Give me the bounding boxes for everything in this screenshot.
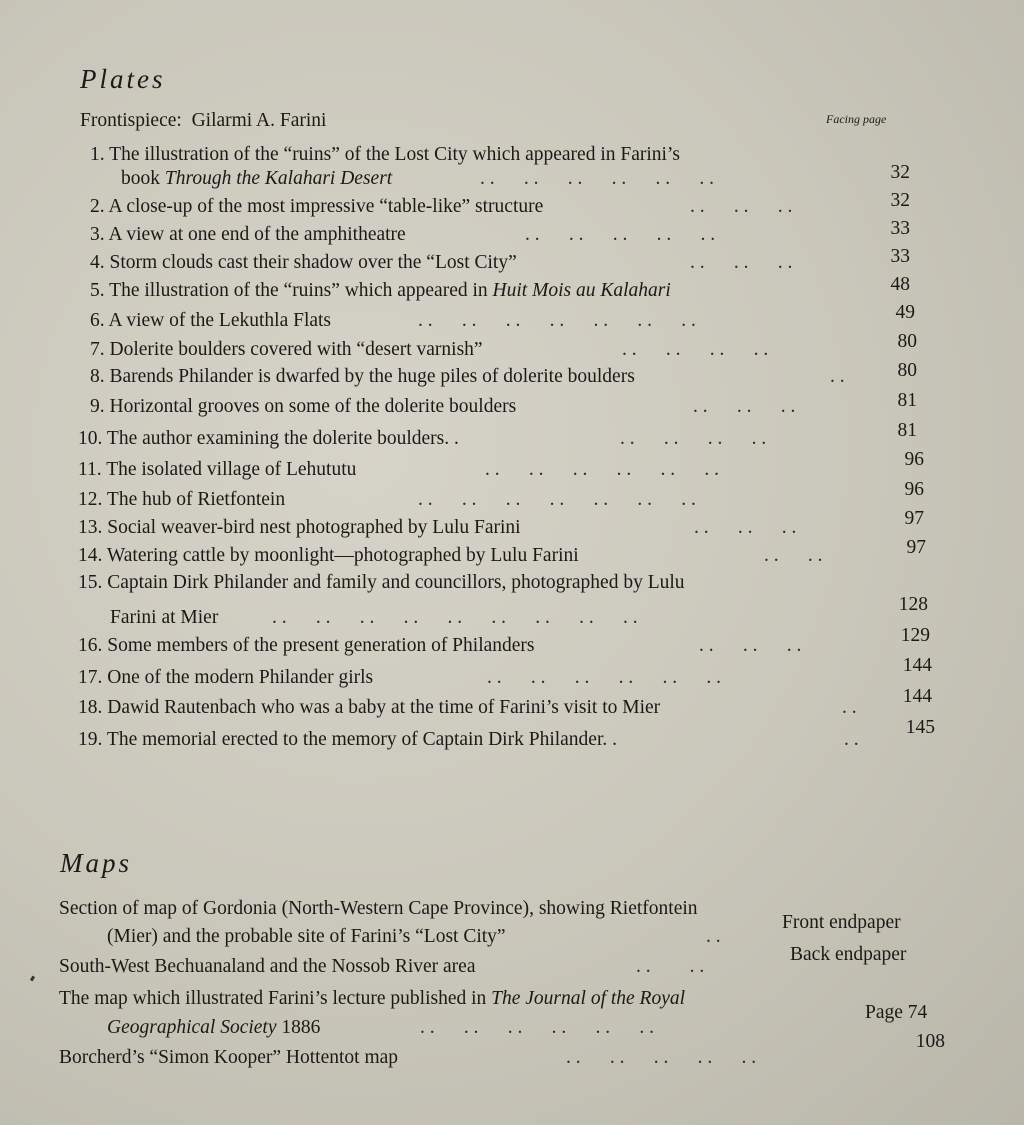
- plate-page: 129: [900, 625, 930, 646]
- plate-number: 6.: [90, 310, 105, 331]
- plate-title: One of the modern Philander girls: [107, 667, 374, 688]
- leader-dots: . .: [844, 729, 859, 750]
- leader-dots: . . . . . . . . . . . . . .: [418, 310, 696, 331]
- plate-title: Barends Philander is dwarfed by the huge piles of dolerite boulders: [109, 366, 635, 387]
- plate-title: Some members of the present generation of Philanders: [107, 635, 535, 656]
- plate-number: 13.: [78, 517, 103, 538]
- plate-title: The illustration of the “ruins” which appeared in: [109, 280, 493, 301]
- map-item-4: [59, 1047, 398, 1069]
- plate-number: 18.: [78, 697, 103, 718]
- plate-number: 11.: [78, 459, 102, 480]
- leader-dots: . . . . . .: [699, 635, 802, 656]
- facing-page-label: Facing page: [826, 112, 887, 126]
- plate-page: 144: [902, 686, 932, 707]
- plate-item-16: [78, 635, 535, 657]
- plate-title: A view at one end of the amphitheatre: [108, 224, 406, 245]
- map-title: South-West Bechuanaland and the Nossob River area: [59, 956, 476, 977]
- leader-dots: . . . . . . . .: [622, 339, 769, 360]
- map-page: Page 74: [865, 1002, 928, 1023]
- plate-page: 96: [904, 479, 924, 500]
- map-item-3-cont: [107, 1017, 320, 1039]
- plate-number: 15.: [78, 572, 103, 593]
- frontispiece-line: [80, 110, 326, 132]
- plate-page: 97: [904, 508, 924, 529]
- plate-title-cont: book: [121, 168, 165, 189]
- plate-title: The illustration of the “ruins” of the Lost City which appeared in Farini’s: [109, 144, 680, 165]
- plate-number: 19.: [78, 729, 103, 750]
- leader-dots: . . . .: [764, 545, 823, 566]
- plate-item-12: [78, 489, 285, 511]
- map-page: Front endpaper: [782, 912, 901, 933]
- leader-dots: . . . . . . . .: [620, 428, 767, 449]
- plate-title: A view of the Lekuthla Flats: [108, 310, 332, 331]
- plate-number: 7.: [90, 339, 105, 360]
- plates-heading: Plates: [80, 64, 166, 94]
- leader-dots: . . . . . .: [690, 196, 793, 217]
- plate-item-18: [78, 697, 660, 719]
- leader-dots: . . . .: [636, 956, 705, 977]
- plate-number: 14.: [78, 545, 103, 566]
- plate-item-7: [90, 339, 483, 361]
- plate-page: 81: [897, 420, 917, 441]
- plate-item-3: [90, 224, 406, 246]
- plate-item-15: [78, 572, 685, 594]
- plate-page: 80: [897, 360, 917, 381]
- map-title-cont: (Mier) and the probable site of Farini’s “Lost City”: [107, 926, 506, 947]
- leader-dots: . .: [842, 697, 857, 718]
- leader-dots: . . . . . . . . . .: [566, 1047, 757, 1068]
- plate-number: 1.: [90, 144, 105, 165]
- plate-item-15-cont: [110, 607, 218, 629]
- map-title: Section of map of Gordonia (North-Western Cape Province), showing Rietfontein: [59, 898, 698, 919]
- plate-item-6: [90, 310, 331, 332]
- plate-title: Watering cattle by moonlight—photographed by Lulu Farini: [106, 545, 579, 566]
- plate-number: 10.: [78, 428, 103, 449]
- map-page: 108: [915, 1031, 945, 1052]
- leader-dots: . . . . . . . . . . . .: [485, 459, 719, 480]
- plate-item-4: [90, 252, 517, 274]
- plate-title: The hub of Rietfontein: [106, 489, 286, 510]
- plate-page: 145: [905, 717, 935, 738]
- plate-number: 17.: [78, 667, 103, 688]
- leader-dots: . .: [444, 428, 459, 449]
- map-title-italic: Geographical Society: [107, 1017, 277, 1038]
- plate-title: The isolated village of Lehututu: [106, 459, 357, 480]
- plate-page: 144: [902, 655, 932, 676]
- plate-item-17: [78, 667, 373, 689]
- plate-title: A close-up of the most impressive “table-like” structure: [108, 196, 544, 217]
- plate-page: 32: [890, 190, 910, 211]
- plate-page: 32: [890, 162, 910, 183]
- map-item-1-cont: [107, 926, 506, 948]
- plate-title: Storm clouds cast their shadow over the “Lost City”: [109, 252, 517, 273]
- map-title: Borcherd’s “Simon Kooper” Hottentot map: [59, 1047, 399, 1068]
- plate-title: Dawid Rautenbach who was a baby at the time of Farini’s visit to Mier: [107, 697, 661, 718]
- plate-item-2: [90, 196, 543, 218]
- plate-title: Captain Dirk Philander and family and councillors, photographed by Lulu: [107, 572, 685, 593]
- map-item-2: [59, 956, 475, 978]
- leader-dots: . . . . . .: [694, 517, 797, 538]
- leader-dots: . . . . . . . . . . . . . .: [418, 489, 696, 510]
- plate-title: Social weaver-bird nest photographed by Lulu Farini: [107, 517, 521, 538]
- plate-number: 5.: [90, 280, 105, 301]
- leader-dots: . . . . . . . . . . . .: [420, 1017, 654, 1038]
- plate-item-19: [78, 729, 617, 751]
- leader-dots: . . . . . .: [693, 396, 796, 417]
- plate-item-1-cont: [121, 168, 392, 190]
- plate-item-10: [78, 428, 459, 450]
- plate-page: 33: [890, 218, 910, 239]
- map-title-italic: The Journal of the Royal: [491, 988, 686, 1009]
- leader-dots: . . . . . .: [690, 252, 793, 273]
- plate-page: 97: [906, 537, 926, 558]
- plate-number: 8.: [90, 366, 105, 387]
- plate-number: 2.: [90, 196, 105, 217]
- plate-title-italic: Huit Mois au Kalahari: [492, 280, 671, 301]
- map-item-1: [59, 898, 698, 920]
- map-title-cont: 1886: [276, 1017, 321, 1038]
- plate-page: 128: [898, 594, 928, 615]
- plate-title: Horizontal grooves on some of the dolerite boulders: [109, 396, 517, 417]
- map-page: Back endpaper: [790, 944, 907, 965]
- leader-dots: . . . . . . . . . . . .: [487, 667, 721, 688]
- leader-dots: . .: [830, 366, 845, 387]
- plate-page: 33: [890, 246, 910, 267]
- leader-dots: . .: [706, 926, 721, 947]
- plate-number: 3.: [90, 224, 105, 245]
- plate-item-11: [78, 459, 356, 481]
- plate-item-13: [78, 517, 521, 539]
- plate-page: 49: [895, 302, 915, 323]
- plate-item-9: [90, 396, 516, 418]
- leader-dots: . . . . . . . . . . . .: [480, 168, 714, 189]
- ink-speck: [30, 976, 35, 982]
- plate-page: 96: [904, 449, 924, 470]
- plate-title: The memorial erected to the memory of Captain Dirk Philander: [106, 729, 603, 750]
- plate-item-5: [90, 280, 671, 302]
- frontispiece-name: Gilarmi A. Farini: [191, 110, 327, 131]
- plate-number: 4.: [90, 252, 105, 273]
- plate-title: The author examining the dolerite boulders: [106, 428, 445, 449]
- map-item-3: [59, 988, 685, 1010]
- plate-item-1: [90, 144, 680, 166]
- leader-dots: . . . . . . . . . . . . . . . . . .: [272, 607, 638, 628]
- plate-page: 81: [897, 390, 917, 411]
- plate-page: 48: [890, 274, 910, 295]
- plate-number: 9.: [90, 396, 105, 417]
- maps-heading: Maps: [60, 848, 132, 878]
- plate-page: 80: [897, 331, 917, 352]
- frontispiece-label: Frontispiece:: [80, 110, 182, 131]
- map-title: The map which illustrated Farini’s lecture published in: [59, 988, 492, 1009]
- plate-number: 16.: [78, 635, 103, 656]
- plate-title: Dolerite boulders covered with “desert varnish”: [109, 339, 483, 360]
- leader-dots: . . . . . . . . . .: [525, 224, 716, 245]
- leader-dots: . .: [602, 729, 618, 750]
- plate-number: 12.: [78, 489, 103, 510]
- plate-item-14: [78, 545, 579, 567]
- plate-title-cont: Farini at Mier: [110, 607, 219, 628]
- plate-item-8: [90, 366, 635, 388]
- plate-title-italic: Through the Kalahari Desert: [164, 168, 393, 189]
